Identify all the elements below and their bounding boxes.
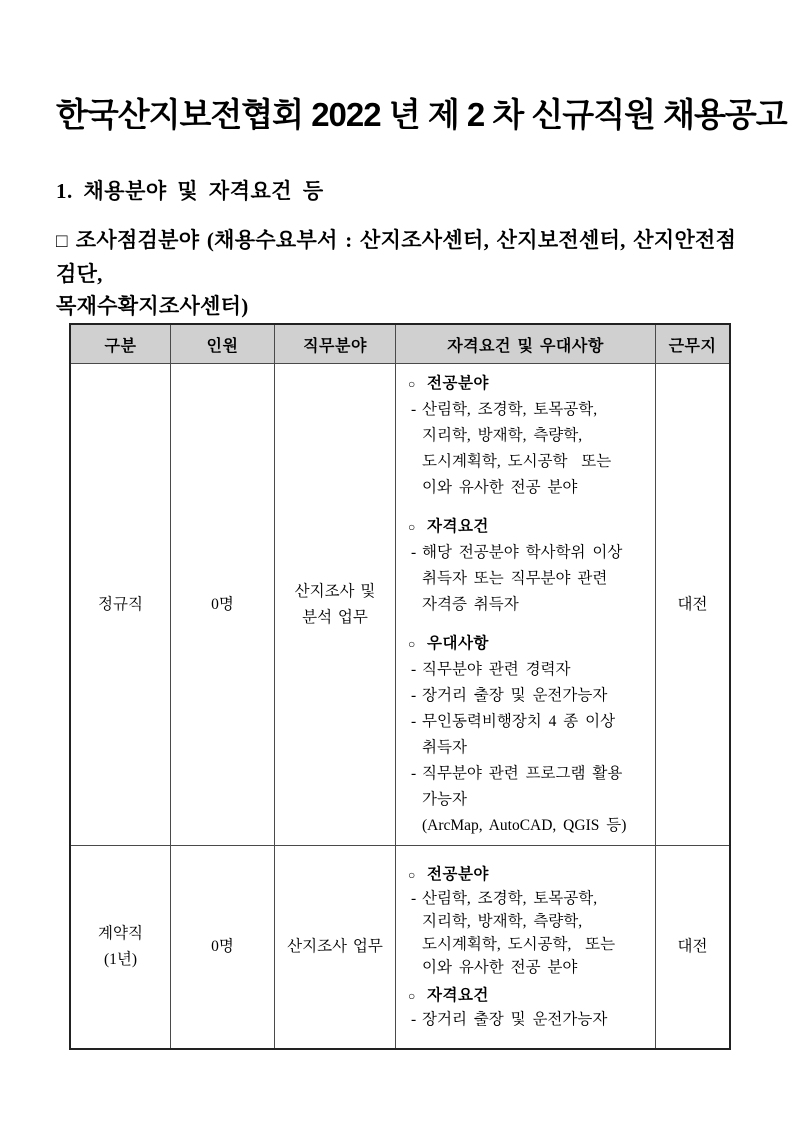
detail-line <box>408 371 489 397</box>
section-bullet-icon: ○ <box>408 519 416 534</box>
col-header-duty: 직무분야 <box>274 325 395 363</box>
subsection-text1: 조사점검분야 (채용수요부서 : 산지조사센터, 산지보전센터, 산지안전점검단, <box>56 228 737 286</box>
detail-line <box>408 984 489 1008</box>
detail-line <box>408 631 489 657</box>
page-title: 한국산지보전협회 2022 년 제 2 차 신규직원 채용공고 <box>56 96 787 133</box>
location-cell <box>655 364 729 845</box>
location-value: 대전 <box>677 938 708 955</box>
duty-cell <box>274 846 395 1048</box>
col-header-requirements: 자격요건 및 우대사항 <box>395 325 655 363</box>
detail-line <box>411 397 597 423</box>
col-header-location: 근무지 <box>655 325 729 363</box>
detail-text: 산림학, 조경학, 토목공학, <box>422 890 598 907</box>
subsection-line2: 목재수확지조사센터) <box>56 294 249 318</box>
detail-text: 취득자 또는 직무분야 관련 <box>422 569 608 587</box>
detail-line <box>411 540 622 566</box>
headcount-value: 0명 <box>211 938 234 955</box>
detail-text: 장거리 출장 및 운전가능자 <box>422 1011 608 1028</box>
item-dash-icon: - <box>411 764 417 782</box>
category-cell <box>71 364 170 845</box>
detail-text: 도시계획학, 도시공학 또는 <box>422 452 612 470</box>
detail-text: 산림학, 조경학, 토목공학, <box>422 400 598 418</box>
duty-cell-line: 산지조사 업무 <box>287 938 383 955</box>
detail-line <box>411 1008 607 1031</box>
detail-line <box>422 423 582 449</box>
table-header-row <box>71 325 729 363</box>
detail-line <box>411 683 607 709</box>
category-cell-line: 계약직 <box>98 925 143 942</box>
detail-text: 이와 유사한 전공 분야 <box>422 478 578 496</box>
detail-line <box>408 514 489 540</box>
detail-line <box>408 863 489 887</box>
details-cell <box>395 846 655 1048</box>
item-dash-icon: - <box>411 660 417 678</box>
detail-line <box>411 709 615 735</box>
location-cell <box>655 846 729 1048</box>
duty-cell-line: 산지조사 및 <box>294 582 376 600</box>
detail-text: 가능자 <box>422 790 467 808</box>
item-dash-icon: - <box>411 400 417 418</box>
section-bullet-icon: ○ <box>408 868 416 882</box>
detail-text: 자격증 취득자 <box>422 595 519 613</box>
table-row <box>71 845 729 1048</box>
subsection-heading <box>56 224 737 322</box>
section-bullet-icon: ○ <box>408 636 416 651</box>
section-heading: 1. 채용분야 및 자격요건 등 <box>56 179 324 203</box>
detail-line <box>422 956 577 979</box>
item-dash-icon: - <box>411 890 417 907</box>
detail-text: 자격요건 <box>427 517 489 535</box>
details-cell <box>395 364 655 845</box>
detail-line <box>422 787 467 813</box>
detail-line <box>422 933 615 956</box>
square-bullet-icon: □ <box>56 231 68 252</box>
category-cell-line: 정규직 <box>98 595 143 613</box>
detail-text: 해당 전공분야 학사학위 이상 <box>422 543 623 561</box>
detail-line <box>422 449 611 475</box>
detail-text: 지리학, 방재학, 측량학, <box>422 426 583 444</box>
subsection-line1 <box>56 224 737 290</box>
detail-text: 장거리 출장 및 운전가능자 <box>422 686 608 704</box>
headcount-cell <box>170 364 274 845</box>
headcount-cell <box>170 846 274 1048</box>
col-header-headcount: 인원 <box>170 325 274 363</box>
item-dash-icon: - <box>411 712 417 730</box>
detail-text: 전공분야 <box>427 374 489 392</box>
detail-line <box>411 887 597 910</box>
item-dash-icon: - <box>411 1011 417 1028</box>
detail-line <box>422 592 519 618</box>
detail-text: 자격요건 <box>427 987 489 1004</box>
detail-line <box>422 813 626 839</box>
detail-text: (ArcMap, AutoCAD, QGIS 등) <box>422 816 627 834</box>
detail-text: 지리학, 방재학, 측량학, <box>422 913 583 930</box>
headcount-value: 0명 <box>211 595 234 613</box>
detail-line <box>411 657 571 683</box>
item-dash-icon: - <box>411 543 417 561</box>
item-dash-icon: - <box>411 686 417 704</box>
detail-text: 이와 유사한 전공 분야 <box>422 959 578 976</box>
detail-text: 직무분야 관련 경력자 <box>422 660 571 678</box>
detail-line <box>422 910 582 933</box>
recruit-table <box>69 323 731 1050</box>
detail-text: 우대사항 <box>427 634 489 652</box>
location-value: 대전 <box>677 595 708 613</box>
section-bullet-icon: ○ <box>408 989 416 1003</box>
detail-line <box>411 761 622 787</box>
table-row <box>71 363 729 845</box>
detail-line <box>422 475 577 501</box>
duty-cell-line: 분석 업무 <box>302 608 368 626</box>
detail-line <box>422 566 607 592</box>
duty-cell <box>274 364 395 845</box>
detail-text: 도시계획학, 도시공학, 또는 <box>422 936 616 953</box>
col-header-category: 구분 <box>104 337 137 355</box>
detail-text: 직무분야 관련 프로그램 활용 <box>422 764 623 782</box>
category-cell-line: (1년) <box>103 951 138 968</box>
detail-text: 취득자 <box>422 738 467 756</box>
category-cell <box>71 846 170 1048</box>
detail-line <box>422 735 467 761</box>
detail-text: 전공분야 <box>427 866 489 883</box>
detail-text: 무인동력비행장치 4 종 이상 <box>422 712 616 730</box>
section-bullet-icon: ○ <box>408 376 416 391</box>
